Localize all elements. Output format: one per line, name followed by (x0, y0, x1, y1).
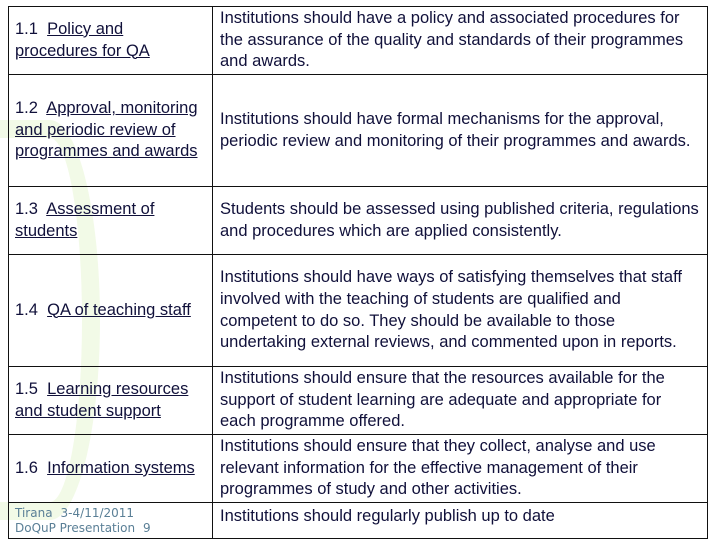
standard-title-cell (9, 255, 213, 367)
qa-standards-table (8, 6, 708, 539)
standard-number: 1.5 (15, 379, 38, 398)
footer-cell (9, 503, 213, 539)
standard-title-link[interactable]: QA of teaching staff (47, 300, 191, 319)
standard-title-link[interactable]: Approval, monitoring and periodic review of programmes and awards (15, 99, 198, 161)
standard-title-link[interactable]: Policy and procedures for QA (15, 19, 150, 60)
standard-title-link[interactable]: Learning resources and student support (15, 379, 189, 420)
standard-description: Institutions should ensure that the resources available for the support of student learning are adequate and appropriate for each programme offered. (220, 369, 665, 431)
standard-description-cell (213, 255, 708, 367)
standard-title-cell (9, 435, 213, 503)
standard-description-cell (213, 187, 708, 255)
standard-description: Students should be assessed using published criteria, regulations and procedures which are applied consistently. (220, 199, 699, 240)
standard-number: 1.4 (15, 300, 38, 319)
standard-number: 1.6 (15, 458, 38, 477)
standard-description: Institutions should have formal mechanisms for the approval, periodic review and monitoring of their programmes and awards. (220, 109, 691, 150)
footer-page-number: 9 (143, 521, 151, 535)
standard-number: 1.2 (15, 99, 38, 118)
standard-title-cell (9, 7, 213, 75)
standard-title-cell (9, 75, 213, 187)
table-row (9, 503, 708, 539)
standard-title-cell (9, 367, 213, 435)
standard-title-cell (9, 187, 213, 255)
standard-title-link[interactable]: Assessment of students (15, 199, 155, 240)
standard-description-cell (213, 367, 708, 435)
standard-description: Institutions should have ways of satisfying themselves that staff involved with the teaching of students are qualified and competent to do so. They should be available to those undertaking external reviews, and commented upon in reports. (220, 268, 682, 352)
standard-description: Institutions should regularly publish up to date (220, 507, 555, 525)
table-row (9, 75, 708, 187)
standard-description-cell (213, 435, 708, 503)
standard-description: Institutions should have a policy and associated procedures for the assurance of the quality and standards of their programmes and awards. (220, 9, 684, 71)
table-row (9, 7, 708, 75)
table-row (9, 367, 708, 435)
standard-number: 1.1 (15, 19, 38, 38)
standard-description-cell (213, 7, 708, 75)
standard-description-cell (213, 75, 708, 187)
standard-description-cell (213, 503, 708, 539)
standard-description: Institutions should ensure that they collect, analyse and use relevant information for the effective management of their programmes of study and other activities. (220, 437, 656, 499)
standard-number: 1.3 (15, 199, 38, 218)
table-row (9, 435, 708, 503)
standard-title-link[interactable]: Information systems (47, 458, 195, 477)
footer-date: 3-4/11/2011 (60, 506, 135, 520)
footer-location: Tirana (15, 506, 53, 520)
footer-presentation-title: DoQuP Presentation (15, 521, 136, 535)
table-row (9, 255, 708, 367)
table-row (9, 187, 708, 255)
